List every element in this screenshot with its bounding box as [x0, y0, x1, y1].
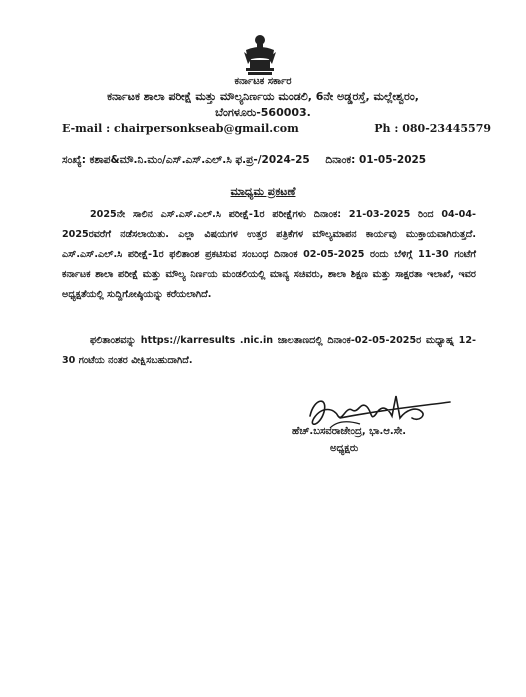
- body-paragraph-2: [62, 331, 476, 371]
- paragraph-2-text: ಫಲಿತಾಂಶವನ್ನು https://karresults .nic.in ಜಾಲತಾಣದಲ್ಲಿ ದಿನಾಂಕ-02-05-2025ರ ಮಧ್ಯಾಹ್ನ 12-30 ಗಂಟೆಯ ನಂತರ ವೀಕ್ಷಿಸಬಹುದಾಗಿದೆ.: [62, 335, 476, 366]
- state-emblem-icon: [240, 34, 280, 78]
- paragraph-1-text: 2025ನೇ ಸಾಲಿನ ಎಸ್.ಎಸ್.ಎಲ್.ಸಿ ಪರೀಕ್ಷೆ-1ರ ಪರೀಕ್ಷೆಗಳು ದಿನಾಂಕ: 21-03-2025 ರಿಂದ 04-04-2025ರವರೆಗೆ ನಡೆಸಲಾಯಿತು. ಎಲ್ಲಾ ವಿಷಯಗಳ ಉತ್ತರ ಪತ್ರಿಕೆಗಳ ಮೌಲ್ಯಮಾಪನ ಕಾರ್ಯವು ಮುಕ್ತಾಯವಾಗಿರುತ್ತದೆ. ಎಸ್.ಎಸ್.ಎಲ್.ಸಿ ಪರೀಕ್ಷೆ-1ರ ಫಲಿತಾಂಶ ಪ್ರಕಟಿಸುವ ಸಂಬಂಧ ದಿನಾಂಕ 02-05-2025 ರಂದು ಬೆಳಿಗ್ಗೆ 11-30 ಗಂಟೆಗೆ ಕರ್ನಾಟಕ ಶಾಲಾ ಪರೀಕ್ಷೆ ಮತ್ತು ಮೌಲ್ಯ ನಿರ್ಣಯ ಮಂಡಲಿಯಲ್ಲಿ ಮಾನ್ಯ ಸಚಿವರು, ಶಾಲಾ ಶಿಕ್ಷಣ ಮತ್ತು ಸಾಕ್ಷರತಾ ಇಲಾಖೆ, ಇವರ ಅಧ್ಯಕ್ಷತೆಯಲ್ಲಿ ಸುದ್ದಿಗೋಷ್ಠಿಯನ್ನು ಕರೆಯಲಾಗಿದೆ.: [62, 209, 476, 300]
- press-release-heading: ಮಾಧ್ಯಮ ಪ್ರಕಟಣೆ: [230, 185, 296, 198]
- board-address-line1: ಕರ್ನಾಟಕ ಶಾಲಾ ಪರೀಕ್ಷೆ ಮತ್ತು ಮೌಲ್ಯನಿರ್ಣಯ ಮಂಡಲಿ, 6ನೇ ಅಡ್ಡರಸ್ತೆ, ಮಲ್ಲೇಶ್ವರಂ,: [107, 90, 419, 103]
- signatory-designation: ಅಧ್ಯಕ್ಷರು: [330, 443, 359, 454]
- phone-contact: Ph : 080-23445579: [374, 122, 491, 135]
- board-address: [40, 89, 486, 121]
- reference-number: ಸಂಖ್ಯೆ: ಕಶಾಪ&ಮೌ.ನಿ.ಮಂ/ಎಸ್.ಎಸ್.ಎಲ್.ಸಿ ಫ.ಪ್ರ-/2024-25: [62, 154, 310, 166]
- reference-line: [62, 154, 426, 167]
- signatory-name: ಹೆಚ್.ಬಸವರಾಜೇಂದ್ರ, ಭಾ.ಆ.ಸೇ.: [292, 426, 407, 437]
- email-contact: E-mail : chairpersonkseab@gmail.com: [62, 122, 299, 135]
- reference-date: ದಿನಾಂಕ: 01-05-2025: [325, 154, 427, 166]
- government-title: ಕರ್ನಾಟಕ ಸರ್ಕಾರ: [234, 76, 292, 87]
- board-address-line2: ಬೆಂಗಳೂರು-560003.: [215, 106, 311, 119]
- body-paragraph-1: [62, 205, 476, 305]
